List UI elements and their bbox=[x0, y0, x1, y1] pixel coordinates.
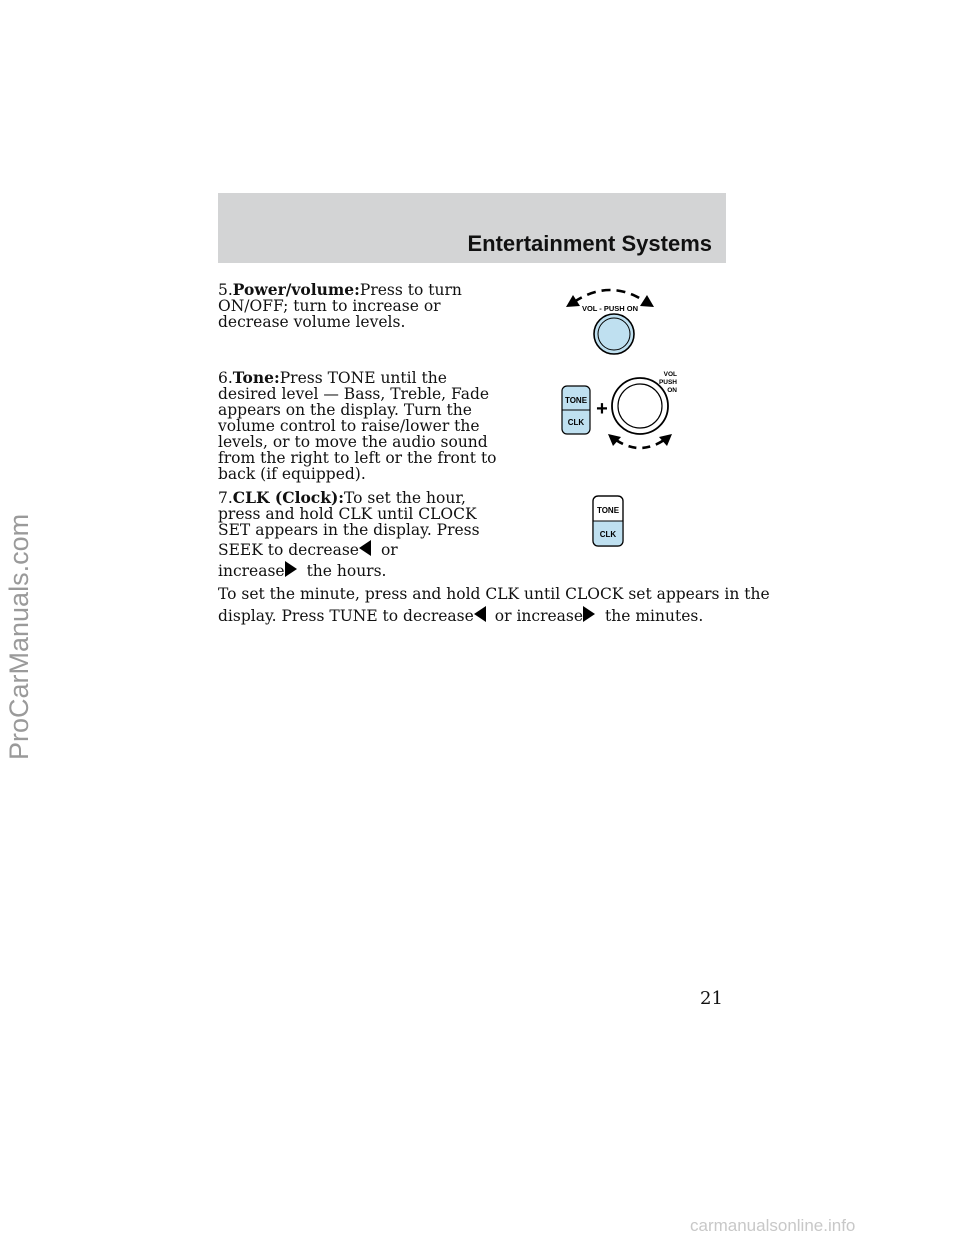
side-watermark: ProCarManuals.com bbox=[4, 513, 34, 760]
arrow-left-icon bbox=[474, 606, 486, 622]
item-tone-line6: from the right to left or the front to bbox=[218, 449, 497, 467]
minute-line2: display. Press TUNE to decrease or increase the minutes. bbox=[218, 607, 704, 625]
minute-line1: To set the minute, press and hold CLK until CLOCK set appears in the bbox=[218, 585, 770, 603]
arrow-right-icon bbox=[285, 561, 297, 577]
item-tone-line2: desired level — Bass, Treble, Fade bbox=[218, 385, 490, 403]
item-number: 6. bbox=[218, 369, 233, 387]
clk-label: CLK bbox=[567, 418, 585, 427]
tone-label: TONE bbox=[596, 506, 620, 515]
arrow-left-icon bbox=[359, 540, 371, 556]
arrow-head-right-icon bbox=[640, 295, 654, 307]
item-power-line1 bbox=[218, 282, 462, 298]
item-number: 5. bbox=[218, 281, 233, 299]
clk-button-figure bbox=[590, 494, 626, 548]
arrow-right-icon bbox=[583, 606, 595, 622]
item-text: Press TONE until the bbox=[279, 369, 447, 387]
item-clock-line5: increase the hours. bbox=[218, 562, 387, 580]
volume-knob-label: VOL - PUSH ON bbox=[581, 304, 639, 313]
volume-knob-figure bbox=[560, 278, 660, 356]
page-number: 21 bbox=[700, 988, 723, 1009]
item-clock-line1 bbox=[218, 490, 466, 506]
item-clock-line3: SET appears in the display. Press bbox=[218, 521, 480, 539]
item-tone-line7: back (if equipped). bbox=[218, 465, 366, 483]
plus-icon: + bbox=[596, 398, 608, 420]
item-text: Press to turn bbox=[359, 281, 462, 299]
section-title: Entertainment Systems bbox=[467, 231, 712, 256]
footer-watermark: carmanualsonline.info bbox=[690, 1216, 856, 1235]
item-term: Power/volume: bbox=[232, 280, 360, 299]
on-label: ON bbox=[667, 387, 677, 394]
push-label: PUSH bbox=[658, 379, 677, 386]
rotate-arrow-icon bbox=[574, 290, 646, 302]
tone-label: TONE bbox=[564, 396, 588, 405]
item-power-line3: decrease volume levels. bbox=[218, 313, 406, 331]
section-header bbox=[218, 193, 726, 263]
arrow-head-left-icon bbox=[608, 434, 621, 446]
item-text: To set the hour, bbox=[344, 489, 466, 507]
rotate-arrow-icon bbox=[616, 440, 664, 448]
item-power-line2: ON/OFF; turn to increase or bbox=[218, 297, 441, 315]
clk-label: CLK bbox=[599, 530, 617, 539]
item-clock-line4: SEEK to decrease or bbox=[218, 541, 398, 559]
tone-volume-figure bbox=[558, 364, 688, 458]
vol-label: VOL bbox=[663, 371, 677, 378]
item-tone-line1 bbox=[218, 370, 447, 386]
arrow-head-right-icon bbox=[659, 434, 672, 446]
item-number: 7. bbox=[218, 489, 233, 507]
item-tone-line5: levels, or to move the audio sound bbox=[218, 433, 488, 451]
item-term: CLK (Clock): bbox=[232, 488, 345, 507]
volume-knob-inner bbox=[598, 318, 630, 350]
item-tone-line3: appears on the display. Turn the bbox=[218, 401, 472, 419]
item-tone-line4: volume control to raise/lower the bbox=[218, 417, 480, 435]
item-term: Tone: bbox=[232, 368, 280, 387]
item-clock-line2: press and hold CLK until CLOCK bbox=[218, 505, 477, 523]
volume-knob-inner bbox=[618, 384, 662, 428]
